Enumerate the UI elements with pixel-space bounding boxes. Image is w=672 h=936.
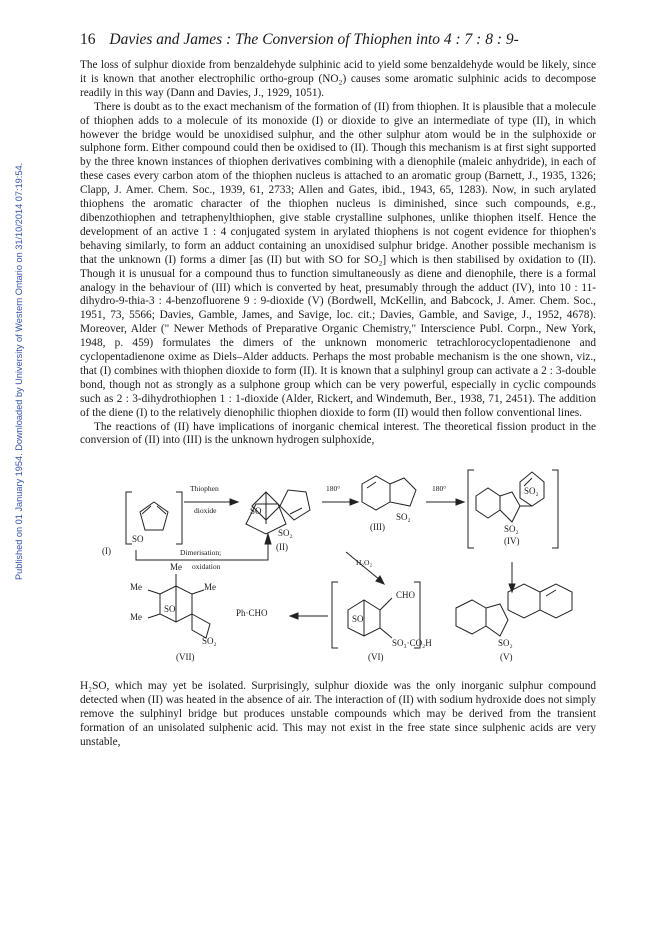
journal-page bbox=[80, 30, 596, 750]
label-so2-iv-bridge: SO₂ bbox=[524, 486, 539, 497]
label-compound-vi: (VI) bbox=[368, 652, 384, 663]
label-so-i: SO bbox=[132, 534, 144, 545]
label-so3co2h: SO₃·CO₂H bbox=[392, 638, 432, 649]
label-so-ii: SO bbox=[250, 506, 262, 517]
thiophen-monoxide-ring bbox=[140, 502, 168, 530]
label-compound-vii: (VII) bbox=[176, 652, 195, 663]
label-so2-iii: SO₂ bbox=[396, 512, 411, 523]
page-number: 16 bbox=[80, 31, 96, 48]
label-compound-v: (V) bbox=[500, 652, 513, 663]
running-header bbox=[80, 30, 596, 50]
label-compound-iii: (III) bbox=[370, 522, 385, 533]
label-so2-ii: SO₂ bbox=[278, 528, 293, 539]
running-title: Davies and James : The Conversion of Thiophen into 4 : 7 : 8 : 9- bbox=[109, 31, 519, 48]
label-me-right: Me bbox=[204, 582, 216, 593]
download-watermark bbox=[2, 80, 24, 580]
label-thiophen: Thiophen bbox=[190, 484, 219, 494]
closing-paragraph: H₂SO, which may yet be isolated. Surprisingly, sulphur dioxide was the only inorganic sulphur compound detected when (II) was heated in the absence of air. The interaction of (II) with sodium hydroxide does not simply remove the sulphinyl bridge but produces unstable compounds which may be derived from the transient formation of an unisolated sulphenic acid. This may not exist in the free state since sulphenic acids are very unstable, bbox=[80, 680, 596, 748]
label-heat-1: 180° bbox=[326, 484, 341, 494]
label-oxidation: oxidation bbox=[192, 562, 221, 572]
label-so2-vii: SO₂ bbox=[202, 636, 217, 647]
label-me-left-lower: Me bbox=[130, 612, 142, 623]
scheme-drawing bbox=[80, 462, 596, 672]
label-compound-i: (I) bbox=[102, 546, 111, 557]
label-me-left-upper: Me bbox=[130, 582, 142, 593]
label-heat-2: 180° bbox=[432, 484, 447, 494]
label-me-top: Me bbox=[170, 562, 182, 573]
reaction-scheme bbox=[80, 462, 596, 672]
label-so-vi: SO bbox=[352, 614, 364, 625]
label-dioxide: dioxide bbox=[194, 506, 217, 516]
download-watermark-text: Published on 01 January 1954. Downloaded by University of Western Ontario on 31/10/2014 07:19:54. bbox=[14, 162, 24, 580]
label-so-vii: SO bbox=[164, 604, 176, 615]
paragraph-2: There is doubt as to the exact mechanism of the formation of (II) from thiophen. It is plausible that a molecule of thiophen adds to a molecule of its monoxide (I) or dioxide to give an intermediate of type (II), in which however the bridge would be unoxidised sulphur, and the other sulphur atom would be in the sulphoxide or sulphone form. Either compound could then be oxidised to (II). Though this mechanism is at first sight supported by the three known instances of thiophen derivatives combining with a dienophile (maleic anhydride), in each of these cases every carbon atom of the thiophen nucleus is attached to an aromatic group (Barnett, J., 1935, 1326; Clapp, J. Amer. Chem. Soc., 1939, 61, 2733; Allen and Gates, ibid., 1943, 65, 1283). Now, in such arylated thiophens the aromatic character of the thiophen nucleus is diminished, since such compounds, e.g., dibenzothiophen and tetraphenylthiophen, give stable crystalline sulphones, unlike thiophen itself. Hence the development of an active 1 : 4 conjugated system in arylated thiophens is not cogent evidence for thiophen's behaving similarly, to form an adduct containing an unoxidised sulphur bridge. Another possible mechanism is that the unknown (I) forms a dimer [as (II) but with SO for SO₂] which is then stabilised by oxidation to (II). Though it is unusual for a compound thus to function simultaneously as diene and dienophile, there is a formal analogy in the behaviour of (III) which is converted by heat, presumably through the adduct (IV), into 10 : 11-dihydro-9-thia-3 : 4-benzofluorene 9 : 9-dioxide (V) (Bordwell, McKellin, and Babcock, J. Amer. Chem. Soc., 1951, 73, 5566; Davies, Gamble, James, and Savige, loc. cit.; Davies, Gamble, and Savige, J., 1952, 4678). Moreover, Alder (" Newer Methods of Preparative Organic Chemistry," Interscience Publ. Corpn., New York, 1948, p. 459) formulates the dimers of the unknown monomeric tetrachlorocyclopentadienone and cyclopentadienone oxime as Diels–Alder adducts. Perhaps the most probable mechanism is the one shown, viz., that (I) combines with thiophen dioxide to form (II). It is known that a sulphinyl group can activate a 2 : 3-double bond, though not as strongly as a sulphone group which can be very powerful, especially in cyclic compounds such as 2 : 3-dihydrothiophen 1 : 1-dioxide (Alder, Rickert, and Windemuth, Ber., 1938, 71, 2451). The addition of the diene (I) to the relatively dienophilic thiophen dioxide to form (II) would then follow conventional lines. bbox=[80, 100, 596, 419]
article-body bbox=[80, 59, 596, 448]
paragraph-3: The reactions of (II) have implications of inorganic chemical interest. The theoretical fission product in the conversion of (II) into (III) is the unknown hydrogen sulphoxide, bbox=[80, 420, 596, 447]
label-compound-iv: (IV) bbox=[504, 536, 520, 547]
label-so2-v: SO₂ bbox=[498, 638, 513, 649]
label-dimerisation: Dimerisation; bbox=[180, 548, 222, 558]
label-cho: CHO bbox=[396, 590, 416, 601]
label-so2-iv: SO₂ bbox=[504, 524, 519, 535]
label-h2o2: H₂O₂ bbox=[356, 558, 373, 568]
label-phcho: Ph·CHO bbox=[236, 608, 268, 619]
article-body-continued bbox=[80, 680, 596, 750]
label-compound-ii: (II) bbox=[276, 542, 288, 553]
paragraph-1: The loss of sulphur dioxide from benzaldehyde sulphinic acid to yield some benzaldehyde would be likely, since it is known that another electrophilic ortho-group (NO₂) causes some aromatic sulphinic acids to decompose readily in this way (Dann and Davies, J., 1929, 1051). bbox=[80, 59, 596, 99]
